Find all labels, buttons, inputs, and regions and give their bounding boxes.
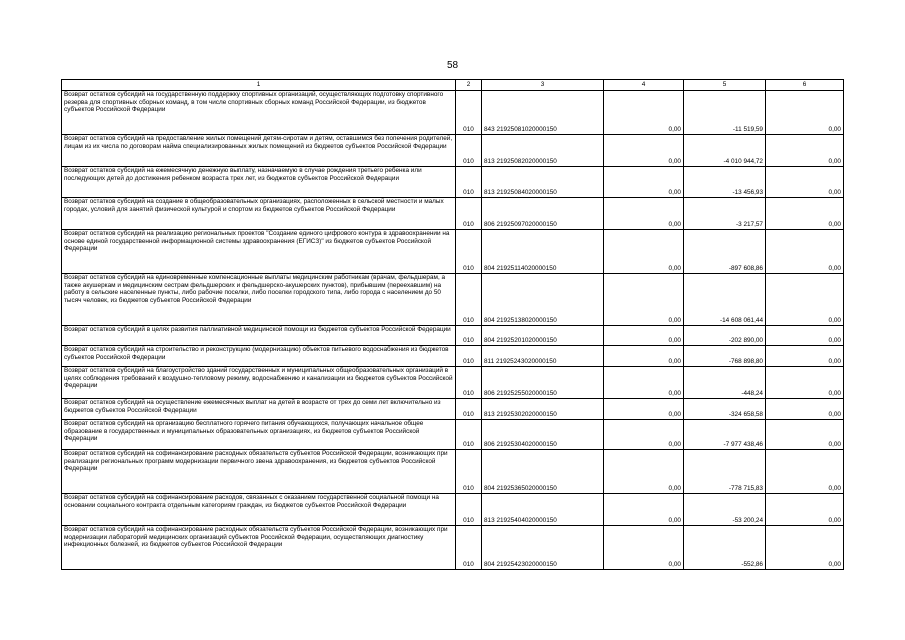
table-row bbox=[62, 230, 844, 274]
column-header-6: 6 bbox=[766, 80, 844, 91]
row-value-col4: 0,00 bbox=[604, 167, 684, 198]
row-value-col4: 0,00 bbox=[604, 526, 684, 570]
row-value-col4: 0,00 bbox=[604, 367, 684, 399]
row-description: Возврат остатков субсидий на софинансирование расходных обязательств субъектов Российской Федерации, возникающих при модернизации лабораторий медицинских организаций субъектов Российской Федерации, осуществляющих диагностику инфекционных болезней, из бюджетов субъектов Российской Федерации bbox=[62, 526, 456, 570]
row-value-col5: -324 658,58 bbox=[684, 399, 766, 420]
row-description: Возврат остатков субсидий на реализацию региональных проектов "Создание единого цифрового контура в здравоохранении на основе единой государственной информационной системы здравоохранения (ЕГИСЗ)" из бюджетов субъектов Российской Федерации bbox=[62, 230, 456, 274]
table-row bbox=[62, 167, 844, 198]
row-line-code: 010 bbox=[456, 230, 482, 274]
row-line-code: 010 bbox=[456, 399, 482, 420]
column-header-4: 4 bbox=[604, 80, 684, 91]
row-line-code: 010 bbox=[456, 450, 482, 494]
table-row bbox=[62, 274, 844, 326]
table-row bbox=[62, 526, 844, 570]
row-kbk-code: 804 21925114020000150 bbox=[482, 230, 604, 274]
column-header-3: 3 bbox=[482, 80, 604, 91]
table-row bbox=[62, 399, 844, 420]
row-line-code: 010 bbox=[456, 526, 482, 570]
row-description: Возврат остатков субсидий на организацию бесплатного горячего питания обучающихся, получающих начальное общее образование в государственных и муниципальных образовательных организациях, из бюджетов субъектов Российской Федерации bbox=[62, 420, 456, 450]
row-value-col4: 0,00 bbox=[604, 135, 684, 167]
row-value-col6: 0,00 bbox=[766, 367, 844, 399]
row-kbk-code: 806 21925304020000150 bbox=[482, 420, 604, 450]
column-header-1: 1 bbox=[62, 80, 456, 91]
row-value-col4: 0,00 bbox=[604, 420, 684, 450]
row-line-code: 010 bbox=[456, 91, 482, 135]
row-value-col4: 0,00 bbox=[604, 230, 684, 274]
row-line-code: 010 bbox=[456, 326, 482, 346]
row-description: Возврат остатков субсидий на единовременные компенсационные выплаты медицинским работникам (врачам, фельдшерам, а также акушеркам и медицинским сестрам фельдшерских и фельдшерско-акушерских пунктов), прибывшим (переехавшим) на работу в сельские населенные пункты, либо рабочие поселки, либо поселки городского типа, либо города с населением до 50 тысяч человек, из бюджетов субъектов Российской Федерации bbox=[62, 274, 456, 326]
row-kbk-code: 806 21925255020000150 bbox=[482, 367, 604, 399]
table-row bbox=[62, 494, 844, 526]
table-row bbox=[62, 135, 844, 167]
row-value-col6: 0,00 bbox=[766, 346, 844, 367]
table-row bbox=[62, 367, 844, 399]
row-kbk-code: 813 21925404020000150 bbox=[482, 494, 604, 526]
table-row bbox=[62, 326, 844, 346]
row-kbk-code: 804 21925423020000150 bbox=[482, 526, 604, 570]
row-value-col5: -3 217,57 bbox=[684, 198, 766, 230]
row-line-code: 010 bbox=[456, 494, 482, 526]
row-value-col5: -202 890,00 bbox=[684, 326, 766, 346]
row-value-col5: -4 010 944,72 bbox=[684, 135, 766, 167]
row-value-col4: 0,00 bbox=[604, 399, 684, 420]
row-line-code: 010 bbox=[456, 346, 482, 367]
row-value-col5: -552,86 bbox=[684, 526, 766, 570]
row-value-col6: 0,00 bbox=[766, 494, 844, 526]
row-description: Возврат остатков субсидий на софинансирование расходных обязательств субъектов Российской Федерации, возникающих при реализации региональных программ модернизации первичного звена здравоохранения, из бюджетов субъектов Российской Федерации bbox=[62, 450, 456, 494]
row-description: Возврат остатков субсидий в целях развития паллиативной медицинской помощи из бюджетов субъектов Российской Федерации bbox=[62, 326, 456, 346]
row-value-col6: 0,00 bbox=[766, 198, 844, 230]
column-header-2: 2 bbox=[456, 80, 482, 91]
row-line-code: 010 bbox=[456, 420, 482, 450]
row-line-code: 010 bbox=[456, 367, 482, 399]
row-kbk-code: 804 21925201020000150 bbox=[482, 326, 604, 346]
report-table bbox=[61, 79, 844, 570]
row-value-col5: -448,24 bbox=[684, 367, 766, 399]
table-row bbox=[62, 346, 844, 367]
row-description: Возврат остатков субсидий на софинансирование расходов, связанных с оказанием государственной социальной помощи на основании социального контракта отдельным категориям граждан, из бюджетов субъектов Российской Федерации bbox=[62, 494, 456, 526]
table-row bbox=[62, 91, 844, 135]
row-value-col6: 0,00 bbox=[766, 167, 844, 198]
row-kbk-code: 804 21925138020000150 bbox=[482, 274, 604, 326]
row-description: Возврат остатков субсидий на строительство и реконструкцию (модернизацию) объектов питьевого водоснабжения из бюджетов субъектов Российской Федерации bbox=[62, 346, 456, 367]
row-value-col5: -778 715,83 bbox=[684, 450, 766, 494]
row-value-col6: 0,00 bbox=[766, 230, 844, 274]
row-value-col6: 0,00 bbox=[766, 420, 844, 450]
table-body bbox=[62, 91, 844, 570]
row-value-col6: 0,00 bbox=[766, 326, 844, 346]
row-line-code: 010 bbox=[456, 274, 482, 326]
table-row bbox=[62, 450, 844, 494]
row-value-col5: -14 608 061,44 bbox=[684, 274, 766, 326]
row-description: Возврат остатков субсидий на государственную поддержку спортивных организаций, осуществляющих подготовку спортивного резерва для спортивных сборных команд, в том числе спортивных сборных команд Российской Федерации, из бюджетов субъектов Российской Федерации bbox=[62, 91, 456, 135]
row-kbk-code: 813 21925302020000150 bbox=[482, 399, 604, 420]
row-value-col6: 0,00 bbox=[766, 450, 844, 494]
row-description: Возврат остатков субсидий на благоустройство зданий государственных и муниципальных общеобразовательных организаций в целях соблюдения требований к воздушно-тепловому режиму, водоснабжению и канализации из бюджетов субъектов Российской Федерации bbox=[62, 367, 456, 399]
row-value-col5: -7 977 438,46 bbox=[684, 420, 766, 450]
row-kbk-code: 843 21925081020000150 bbox=[482, 91, 604, 135]
row-description: Возврат остатков субсидий на предоставление жилых помещений детям-сиротам и детям, оставшимся без попечения родителей, лицам из их числа по договорам найма специализированных жилых помещений из бюджетов субъектов Российской Федерации bbox=[62, 135, 456, 167]
row-line-code: 010 bbox=[456, 167, 482, 198]
row-kbk-code: 813 21925082020000150 bbox=[482, 135, 604, 167]
row-value-col4: 0,00 bbox=[604, 326, 684, 346]
row-value-col5: -897 608,86 bbox=[684, 230, 766, 274]
row-kbk-code: 811 21925243020000150 bbox=[482, 346, 604, 367]
row-value-col4: 0,00 bbox=[604, 450, 684, 494]
header-row bbox=[62, 80, 844, 91]
row-value-col6: 0,00 bbox=[766, 91, 844, 135]
row-description: Возврат остатков субсидий на создание в общеобразовательных организациях, расположенных в сельской местности и малых городах, условий для занятий физической культурой и спортом из бюджетов субъектов Российской Федерации bbox=[62, 198, 456, 230]
row-description: Возврат остатков субсидий на ежемесячную денежную выплату, назначаемую в случае рождения третьего ребенка или последующих детей до достижения ребенком возраста трех лет, из бюджетов субъектов Российской Федерации bbox=[62, 167, 456, 198]
row-line-code: 010 bbox=[456, 135, 482, 167]
row-description: Возврат остатков субсидий на осуществление ежемесячных выплат на детей в возрасте от трех до семи лет включительно из бюджетов субъектов Российской Федерации bbox=[62, 399, 456, 420]
row-kbk-code: 806 21925097020000150 bbox=[482, 198, 604, 230]
row-value-col5: -53 200,24 bbox=[684, 494, 766, 526]
row-value-col6: 0,00 bbox=[766, 274, 844, 326]
row-value-col4: 0,00 bbox=[604, 346, 684, 367]
row-kbk-code: 804 21925365020000150 bbox=[482, 450, 604, 494]
row-value-col4: 0,00 bbox=[604, 198, 684, 230]
row-value-col6: 0,00 bbox=[766, 526, 844, 570]
table-row bbox=[62, 198, 844, 230]
row-line-code: 010 bbox=[456, 198, 482, 230]
row-kbk-code: 813 21925084020000150 bbox=[482, 167, 604, 198]
row-value-col4: 0,00 bbox=[604, 274, 684, 326]
row-value-col6: 0,00 bbox=[766, 399, 844, 420]
row-value-col6: 0,00 bbox=[766, 135, 844, 167]
row-value-col5: -13 456,93 bbox=[684, 167, 766, 198]
row-value-col4: 0,00 bbox=[604, 91, 684, 135]
row-value-col4: 0,00 bbox=[604, 494, 684, 526]
page-number: 58 bbox=[446, 60, 459, 71]
table-row bbox=[62, 420, 844, 450]
row-value-col5: -11 519,59 bbox=[684, 91, 766, 135]
column-header-5: 5 bbox=[684, 80, 766, 91]
row-value-col5: -768 898,80 bbox=[684, 346, 766, 367]
